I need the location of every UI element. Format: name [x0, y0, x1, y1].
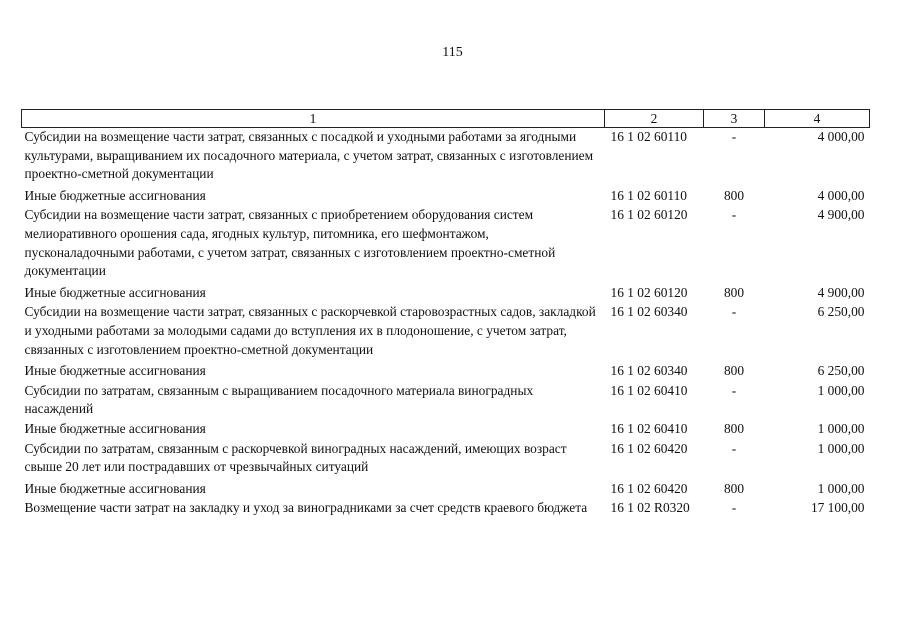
table-row [22, 206, 870, 283]
table-row [22, 420, 870, 440]
header-col-2: 2 [605, 110, 704, 128]
row-amount: 1 000,00 [817, 480, 865, 496]
row-type: 800 [723, 363, 745, 379]
row-type: 800 [723, 284, 745, 300]
table-row [22, 187, 870, 207]
table-header [22, 110, 870, 128]
row-description: Возмещение части затрат на закладку и уход за виноградниками за счет средств краевого бюджета [24, 500, 588, 516]
row-description: Субсидии на возмещение части затрат, связанных с приобретением оборудования систем мелиоративного орошения сада, ягодных культур, питомника, его шефмонтажом, пусконаладочными работами, с учетом затрат, связанных с изготовлением проектно-сметной документации [24, 207, 556, 279]
row-description: Субсидии по затратам, связанным с выращиванием посадочного материала виноградных насаждений [24, 382, 534, 417]
row-type: 800 [723, 187, 745, 203]
table-row [22, 499, 870, 519]
row-amount: 17 100,00 [810, 500, 865, 516]
row-description: Иные бюджетные ассигнования [24, 480, 206, 496]
header-col-3: 3 [704, 110, 765, 128]
table-row [22, 284, 870, 304]
table-row [22, 362, 870, 382]
header-col-4: 4 [765, 110, 870, 128]
row-type: - [731, 500, 737, 516]
row-description: Иные бюджетные ассигнования [24, 363, 206, 379]
row-amount: 1 000,00 [817, 440, 865, 456]
row-amount: 4 000,00 [817, 187, 865, 203]
row-code: 16 1 02 60410 [610, 420, 688, 436]
row-amount: 6 250,00 [817, 304, 865, 320]
row-code: 16 1 02 60420 [610, 440, 688, 456]
row-type: 800 [723, 480, 745, 496]
row-code: 16 1 02 60340 [610, 304, 688, 320]
row-code: 16 1 02 60340 [610, 363, 688, 379]
row-amount: 4 900,00 [817, 207, 865, 223]
row-type: 800 [723, 420, 745, 436]
row-code: 16 1 02 R0320 [610, 500, 690, 516]
row-code: 16 1 02 60410 [610, 382, 688, 398]
row-amount: 4 000,00 [817, 129, 865, 144]
row-description: Субсидии на возмещение части затрат, связанных с посадкой и уходными работами за ягодными культурами, выращиванием их посадочного материала, с учетом затрат, связанных с изготовлением проектно-сметной документации [24, 129, 594, 182]
header-row [22, 110, 870, 128]
row-description: Субсидии по затратам, связанным с раскорчевкой виноградных насаждений, имеющих возраст свыше 20 лет или пострадавших от чрезвычайных ситуаций [24, 440, 567, 475]
row-type: - [731, 129, 737, 144]
row-amount: 1 000,00 [817, 420, 865, 436]
page-number: 115 [442, 45, 463, 60]
row-description: Иные бюджетные ассигнования [24, 420, 206, 436]
row-code: 16 1 02 60420 [610, 480, 688, 496]
row-code: 16 1 02 60110 [610, 129, 687, 144]
row-code: 16 1 02 60110 [610, 187, 687, 203]
row-type: - [731, 207, 737, 223]
row-amount: 6 250,00 [817, 363, 865, 379]
row-type: - [731, 304, 737, 320]
row-code: 16 1 02 60120 [610, 284, 688, 300]
table-row [22, 382, 870, 420]
header-col-1: 1 [22, 110, 605, 128]
row-amount: 1 000,00 [817, 382, 865, 398]
row-amount: 4 900,00 [817, 284, 865, 300]
budget-table [21, 109, 870, 519]
row-type: - [731, 440, 737, 456]
table-row [22, 440, 870, 480]
table-body [22, 128, 870, 519]
row-type: - [731, 382, 737, 398]
row-description: Субсидии на возмещение части затрат, связанных с раскорчевкой старовозрастных садов, закладкой и уходными работами за молодыми садами до вступления их в плодоношение, с учетом затрат, связанных с изготовлением проектно-сметной документации [24, 304, 596, 357]
row-code: 16 1 02 60120 [610, 207, 688, 223]
table-row [22, 480, 870, 500]
table-row [22, 128, 870, 187]
row-description: Иные бюджетные ассигнования [24, 284, 206, 300]
row-description: Иные бюджетные ассигнования [24, 187, 206, 203]
table-row [22, 303, 870, 362]
